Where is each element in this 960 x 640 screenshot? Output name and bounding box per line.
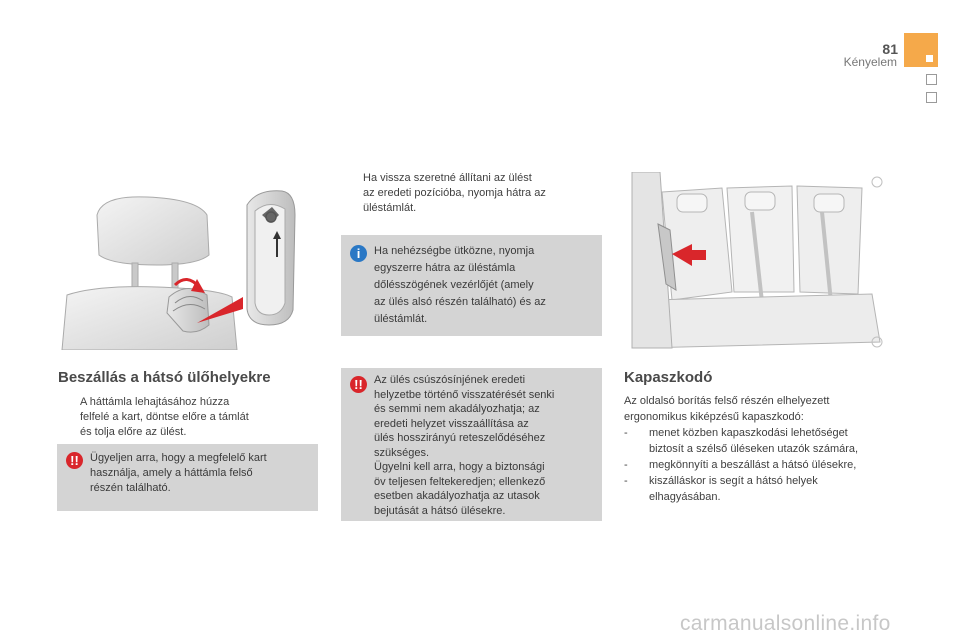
watermark: carmanualsonline.info bbox=[680, 612, 891, 635]
warning-line: részén található. bbox=[90, 482, 171, 494]
bullet-line: és tolja előre az ülést. bbox=[80, 426, 187, 438]
bullet-line: A háttámla lehajtásához húzza bbox=[80, 396, 230, 408]
info-icon: i bbox=[350, 245, 367, 262]
warning-line: Az ülés csúszósínjének eredeti bbox=[374, 374, 526, 386]
grab-handle-list bbox=[624, 425, 904, 505]
list-item bbox=[624, 473, 904, 505]
warning-line: eredeti helyzet visszaállítása az bbox=[374, 417, 529, 430]
warning-box-rail bbox=[341, 368, 602, 521]
list-line: elhagyásában. bbox=[649, 491, 721, 503]
chapter-title: Kényelem bbox=[843, 55, 897, 69]
grab-handle-drawing bbox=[622, 172, 884, 350]
list-dash: - bbox=[624, 459, 628, 471]
warning-line: ülés hosszirányú reteszelődéséhez bbox=[374, 432, 546, 444]
list-line: megkönnyíti a beszállást a hátsó ülésekre, bbox=[649, 459, 857, 471]
page-number: 81 bbox=[882, 41, 898, 57]
bullet-line: Ha vissza szeretné állítani az ülést bbox=[363, 172, 532, 184]
warning-line: helyzetbe történő visszatérését senki bbox=[374, 388, 555, 401]
info-line: egyszerre hátra az üléstámla bbox=[374, 262, 516, 274]
info-line: dőlésszögének vezérlőjét (amely bbox=[374, 279, 534, 291]
bullet-line: felfelé a kart, döntse előre a támlát bbox=[80, 411, 249, 423]
warning-line: öv teljesen feltekeredjen; ellenkező bbox=[374, 475, 546, 488]
grab-handle-illustration bbox=[622, 172, 884, 350]
warning-line: Ügyeljen arra, hogy a megfelelő kart bbox=[90, 452, 267, 464]
warning-box-lever bbox=[57, 444, 318, 511]
warning-text bbox=[374, 373, 598, 518]
list-item bbox=[624, 425, 904, 457]
bullet-line: üléstámlát. bbox=[363, 202, 417, 214]
seat-lever-drawing bbox=[57, 185, 317, 350]
warning-line: használja, amely a háttámla felső bbox=[90, 467, 253, 479]
section-heading-rear-access: Beszállás a hátsó ülőhelyekre bbox=[58, 369, 271, 386]
chapter-tab-empty-1[interactable] bbox=[926, 74, 937, 85]
warning-line: és semmi nem akadályozhatja; az bbox=[374, 403, 540, 415]
intro-line: ergonomikus kiképzésű kapaszkodó: bbox=[624, 411, 804, 423]
warning-text bbox=[90, 451, 312, 496]
info-line: üléstámlát. bbox=[374, 313, 428, 325]
list-item bbox=[624, 457, 904, 473]
list-line: biztosít a szélső üléseken utazók számára, bbox=[649, 443, 859, 455]
seat-lever-illustration bbox=[57, 185, 317, 350]
warning-line: esetben akadályozhatja az utasok bbox=[374, 490, 540, 502]
bullet-text bbox=[80, 395, 249, 440]
info-line: Ha nehézségbe ütközne, nyomja bbox=[374, 245, 535, 257]
info-line: az ülés alsó részén található) és az bbox=[374, 296, 546, 308]
warning-line: szükséges. bbox=[374, 446, 430, 459]
list-dash: - bbox=[624, 427, 628, 439]
warning-icon: !! bbox=[350, 376, 367, 393]
list-dash: - bbox=[624, 475, 628, 487]
chapter-tab-empty-2[interactable] bbox=[926, 92, 937, 103]
chapter-tab-marker bbox=[926, 55, 933, 62]
bullet-fold-backrest bbox=[58, 395, 308, 443]
grab-handle-intro bbox=[624, 393, 894, 425]
info-box-difficulty bbox=[341, 235, 602, 336]
list-line: menet közben kapaszkodási lehetőséget bbox=[649, 427, 848, 439]
list-line: kiszálláskor is segít a hátsó helyek bbox=[649, 475, 818, 487]
intro-line: Az oldalsó borítás felső részén elhelyezett bbox=[624, 395, 830, 407]
warning-line: Ügyelni kell arra, hogy a biztonsági bbox=[374, 461, 545, 473]
bullet-line: az eredeti pozícióba, nyomja hátra az bbox=[363, 187, 546, 199]
bullet-restore-seat bbox=[341, 171, 591, 219]
warning-icon: !! bbox=[66, 452, 83, 469]
warning-line: bejutását a hátsó ülésekre. bbox=[374, 504, 506, 517]
info-text bbox=[374, 243, 596, 328]
section-heading-grab-handle: Kapaszkodó bbox=[624, 369, 713, 386]
bullet-text bbox=[363, 171, 546, 216]
